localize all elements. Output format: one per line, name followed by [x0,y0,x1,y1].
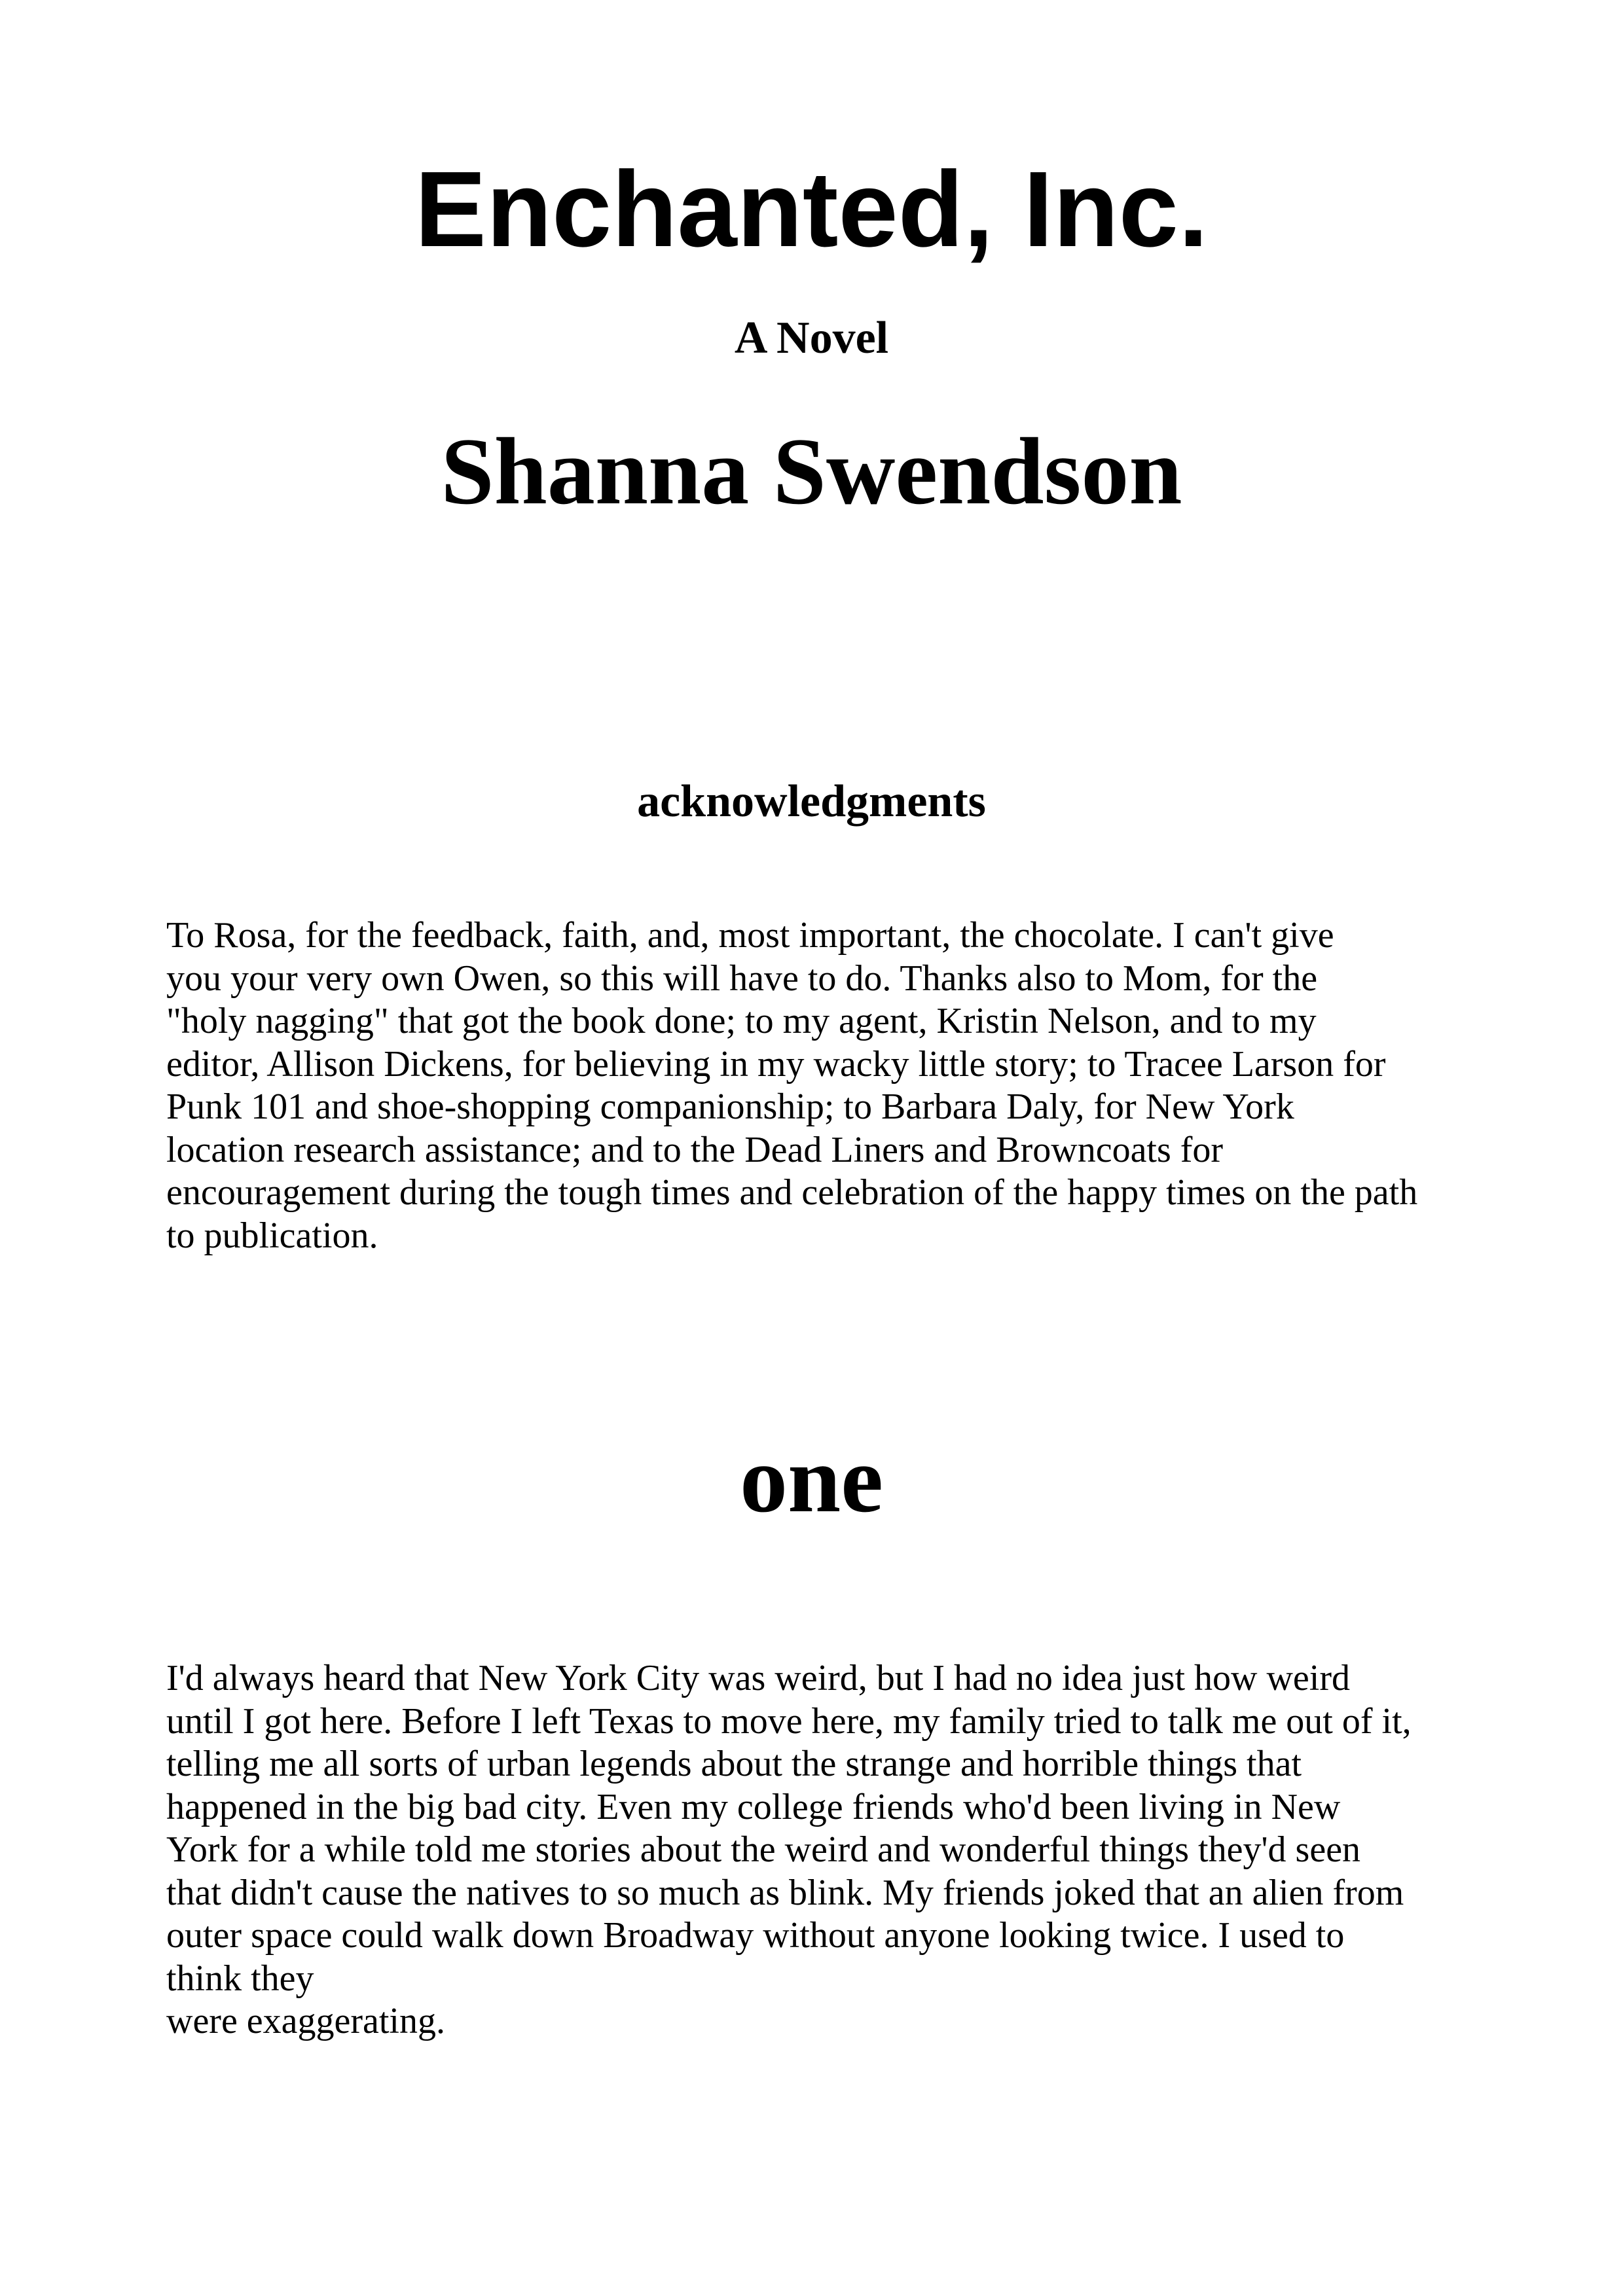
text-line: To Rosa, for the feedback, faith, and, most important, the chocolate. I can't give [166,915,1334,956]
text-line: you your very own Owen, so this will have to do. Thanks also to Mom, for the [166,958,1318,999]
text-line: that didn't cause the natives to so much as blink. My friends joked that an alien from [166,1872,1404,1913]
book-subtitle: A Novel [734,313,889,363]
text-line: were exaggerating. [166,2001,445,2041]
text-line: encouragement during the tough times and celebration of the happy times on the path [166,1172,1418,1213]
acknowledgments-paragraph [166,914,1482,1257]
text-line: until I got here. Before I left Texas to move here, my family tried to talk me out of it, [166,1700,1412,1742]
text-line: think they [166,1958,314,1999]
text-line: location research assistance; and to the Dead Liners and Browncoats for [166,1129,1224,1170]
text-line: telling me all sorts of urban legends about the strange and horrible things that [166,1744,1302,1784]
acknowledgments-heading: acknowledgments [637,776,986,827]
text-line: I'd always heard that New York City was weird, but I had no idea just how weird [166,1658,1350,1698]
text-line: York for a while told me stories about the weird and wonderful things they'd seen [166,1829,1361,1870]
text-line: Punk 101 and shoe-shopping companionship; to Barbara Daly, for New York [166,1086,1294,1127]
text-line: to publication. [166,1215,378,1256]
text-line: "holy nagging" that got the book done; to my agent, Kristin Nelson, and to my [166,1001,1317,1041]
chapter-paragraph [166,1657,1482,2043]
book-title: Enchanted, Inc. [414,149,1209,269]
chapter-heading: one [740,1426,883,1532]
author-name: Shanna Swendson [441,418,1182,524]
text-line: outer space could walk down Broadway without anyone looking twice. I used to [166,1915,1345,1956]
text-line: happened in the big bad city. Even my college friends who'd been living in New [166,1786,1341,1827]
text-line: editor, Allison Dickens, for believing in my wacky little story; to Tracee Larson for [166,1043,1386,1085]
